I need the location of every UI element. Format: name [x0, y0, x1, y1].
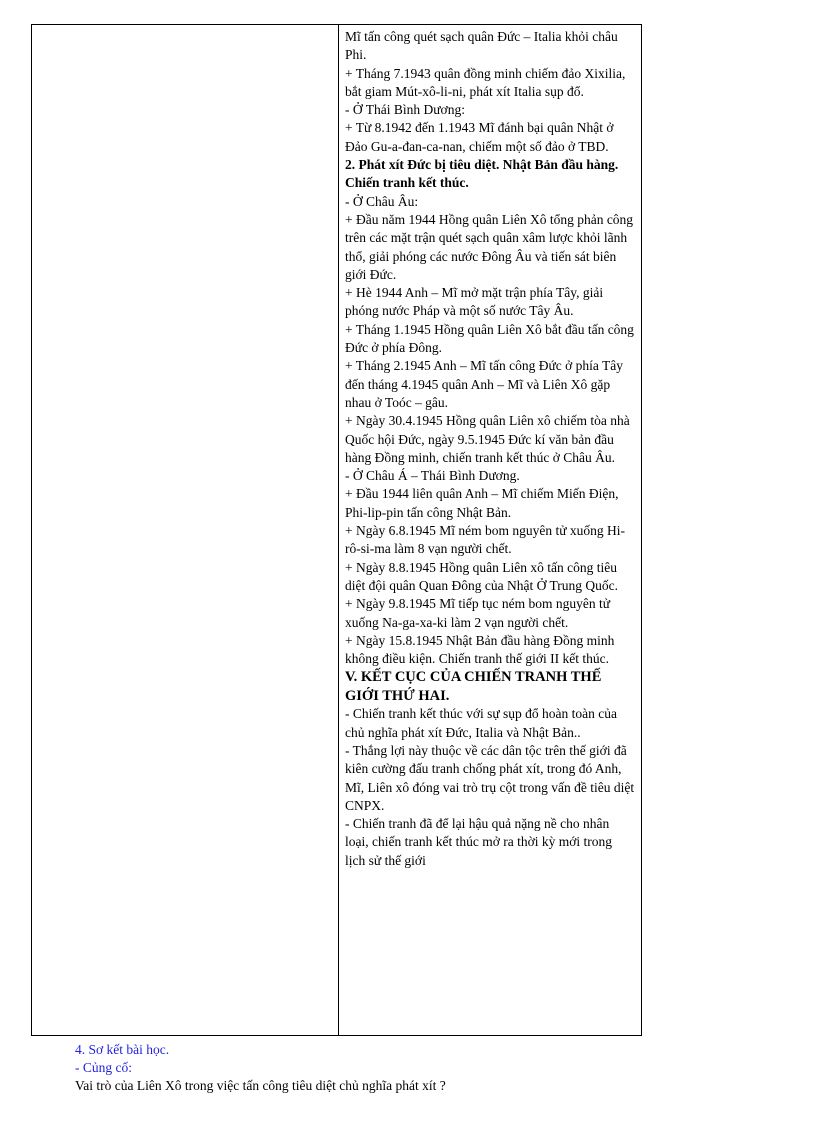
body-paragraph: + Tháng 2.1945 Anh – Mĩ tấn công Đức ở phía Tây đến tháng 4.1945 quân Anh – Mĩ và Liên Xô gặp nhau ở Toóc – gâu. — [345, 358, 624, 410]
content-table — [31, 24, 642, 1036]
body-paragraph: + Ngày 9.8.1945 Mĩ tiếp tục ném bom nguyên tử xuống Na-ga-xa-ki làm 2 vạn người chết. — [345, 596, 611, 630]
body-paragraph: - Ở Thái Bình Dương: — [345, 102, 465, 118]
review-question: Vai trò của Liên Xô trong việc tấn công tiêu diệt chủ nghĩa phát xít ? — [75, 1078, 446, 1093]
section-heading: V. KẾT CỤC CỦA CHIẾN TRANH THẾ GIỚI THỨ HAI. — [345, 669, 602, 704]
body-paragraph: - Chiến tranh kết thúc với sự sụp đổ hoàn toàn của chủ nghĩa phát xít Đức, Italia và Nhật Bản.. — [345, 706, 618, 740]
footer-notes — [75, 1041, 775, 1095]
body-paragraph: - Chiến tranh đã để lại hậu quả nặng nề cho nhân loại, chiến tranh kết thúc mở ra thời kỳ mới trong lịch sử thế giới — [345, 816, 612, 868]
body-paragraph: + Tháng 7.1943 quân đồng minh chiếm đảo Xixilia, bắt giam Mút-xô-li-ni, phát xít Italia sụp đổ. — [345, 65, 626, 99]
body-paragraph: + Ngày 15.8.1945 Nhật Bản đầu hàng Đồng minh không điều kiện. Chiến tranh thế giới II kết thúc. — [345, 632, 615, 667]
lesson-summary-heading: 4. Sơ kết bài học. — [75, 1042, 170, 1057]
consolidation-label: - Củng cố: — [75, 1060, 132, 1075]
body-paragraph: - Thắng lợi này thuộc về các dân tộc trên thế giới đã kiên cường đấu tranh chống phát xít, trong đó Anh, Mĩ, Liên xô đóng vai trò trụ cột trong vấn đề tiêu diệt CNPX. — [345, 742, 635, 813]
body-paragraph: + Đầu năm 1944 Hồng quân Liên Xô tổng phản công trên các mặt trận quét sạch quân xâm lược khỏi lãnh thổ, giải phóng các nước Đông Âu và tiến sát biên giới Đức. — [345, 211, 634, 282]
body-paragraph: + Hè 1944 Anh – Mĩ mở mặt trận phía Tây, giải phóng nước Pháp và một số nước Tây Âu. — [345, 285, 604, 319]
body-paragraph: + Ngày 30.4.1945 Hồng quân Liên xô chiếm tòa nhà Quốc hội Đức, ngày 9.5.1945 Đức kí văn bản đầu hàng Đồng minh, chiến tranh kết thúc ở Châu Âu. — [345, 413, 630, 465]
body-paragraph: Mĩ tấn công quét sạch quân Đức – Italia khỏi châu Phi. — [345, 29, 618, 63]
body-paragraph: + Ngày 6.8.1945 Mĩ ném bom nguyên tử xuống Hi-rô-si-ma làm 8 vạn người chết. — [345, 523, 626, 557]
body-paragraph: - Ở Châu Á – Thái Bình Dương. — [345, 468, 520, 484]
body-paragraph: + Đầu 1944 liên quân Anh – Mĩ chiếm Miến Điện, Phi-lip-pin tấn công Nhật Bản. — [345, 486, 619, 520]
table-right-column — [339, 25, 641, 1035]
subsection-heading: 2. Phát xít Đức bị tiêu diệt. Nhật Bản đầu hàng. Chiến tranh kết thúc. — [345, 157, 619, 191]
body-paragraph: + Từ 8.1942 đến 1.1943 Mĩ đánh bại quân Nhật ở Đảo Gu-a-đan-ca-nan, chiếm một số đảo ở TBD. — [345, 120, 614, 154]
body-paragraph: - Ở Châu Âu: — [345, 193, 419, 209]
table-left-column — [32, 25, 339, 1035]
body-paragraph: + Ngày 8.8.1945 Hồng quân Liên xô tấn công tiêu diệt đội quân Quan Đông của Nhật Ở Trung Quốc. — [345, 559, 618, 593]
body-paragraph: + Tháng 1.1945 Hồng quân Liên Xô bắt đầu tấn công Đức ở phía Đông. — [345, 321, 634, 356]
